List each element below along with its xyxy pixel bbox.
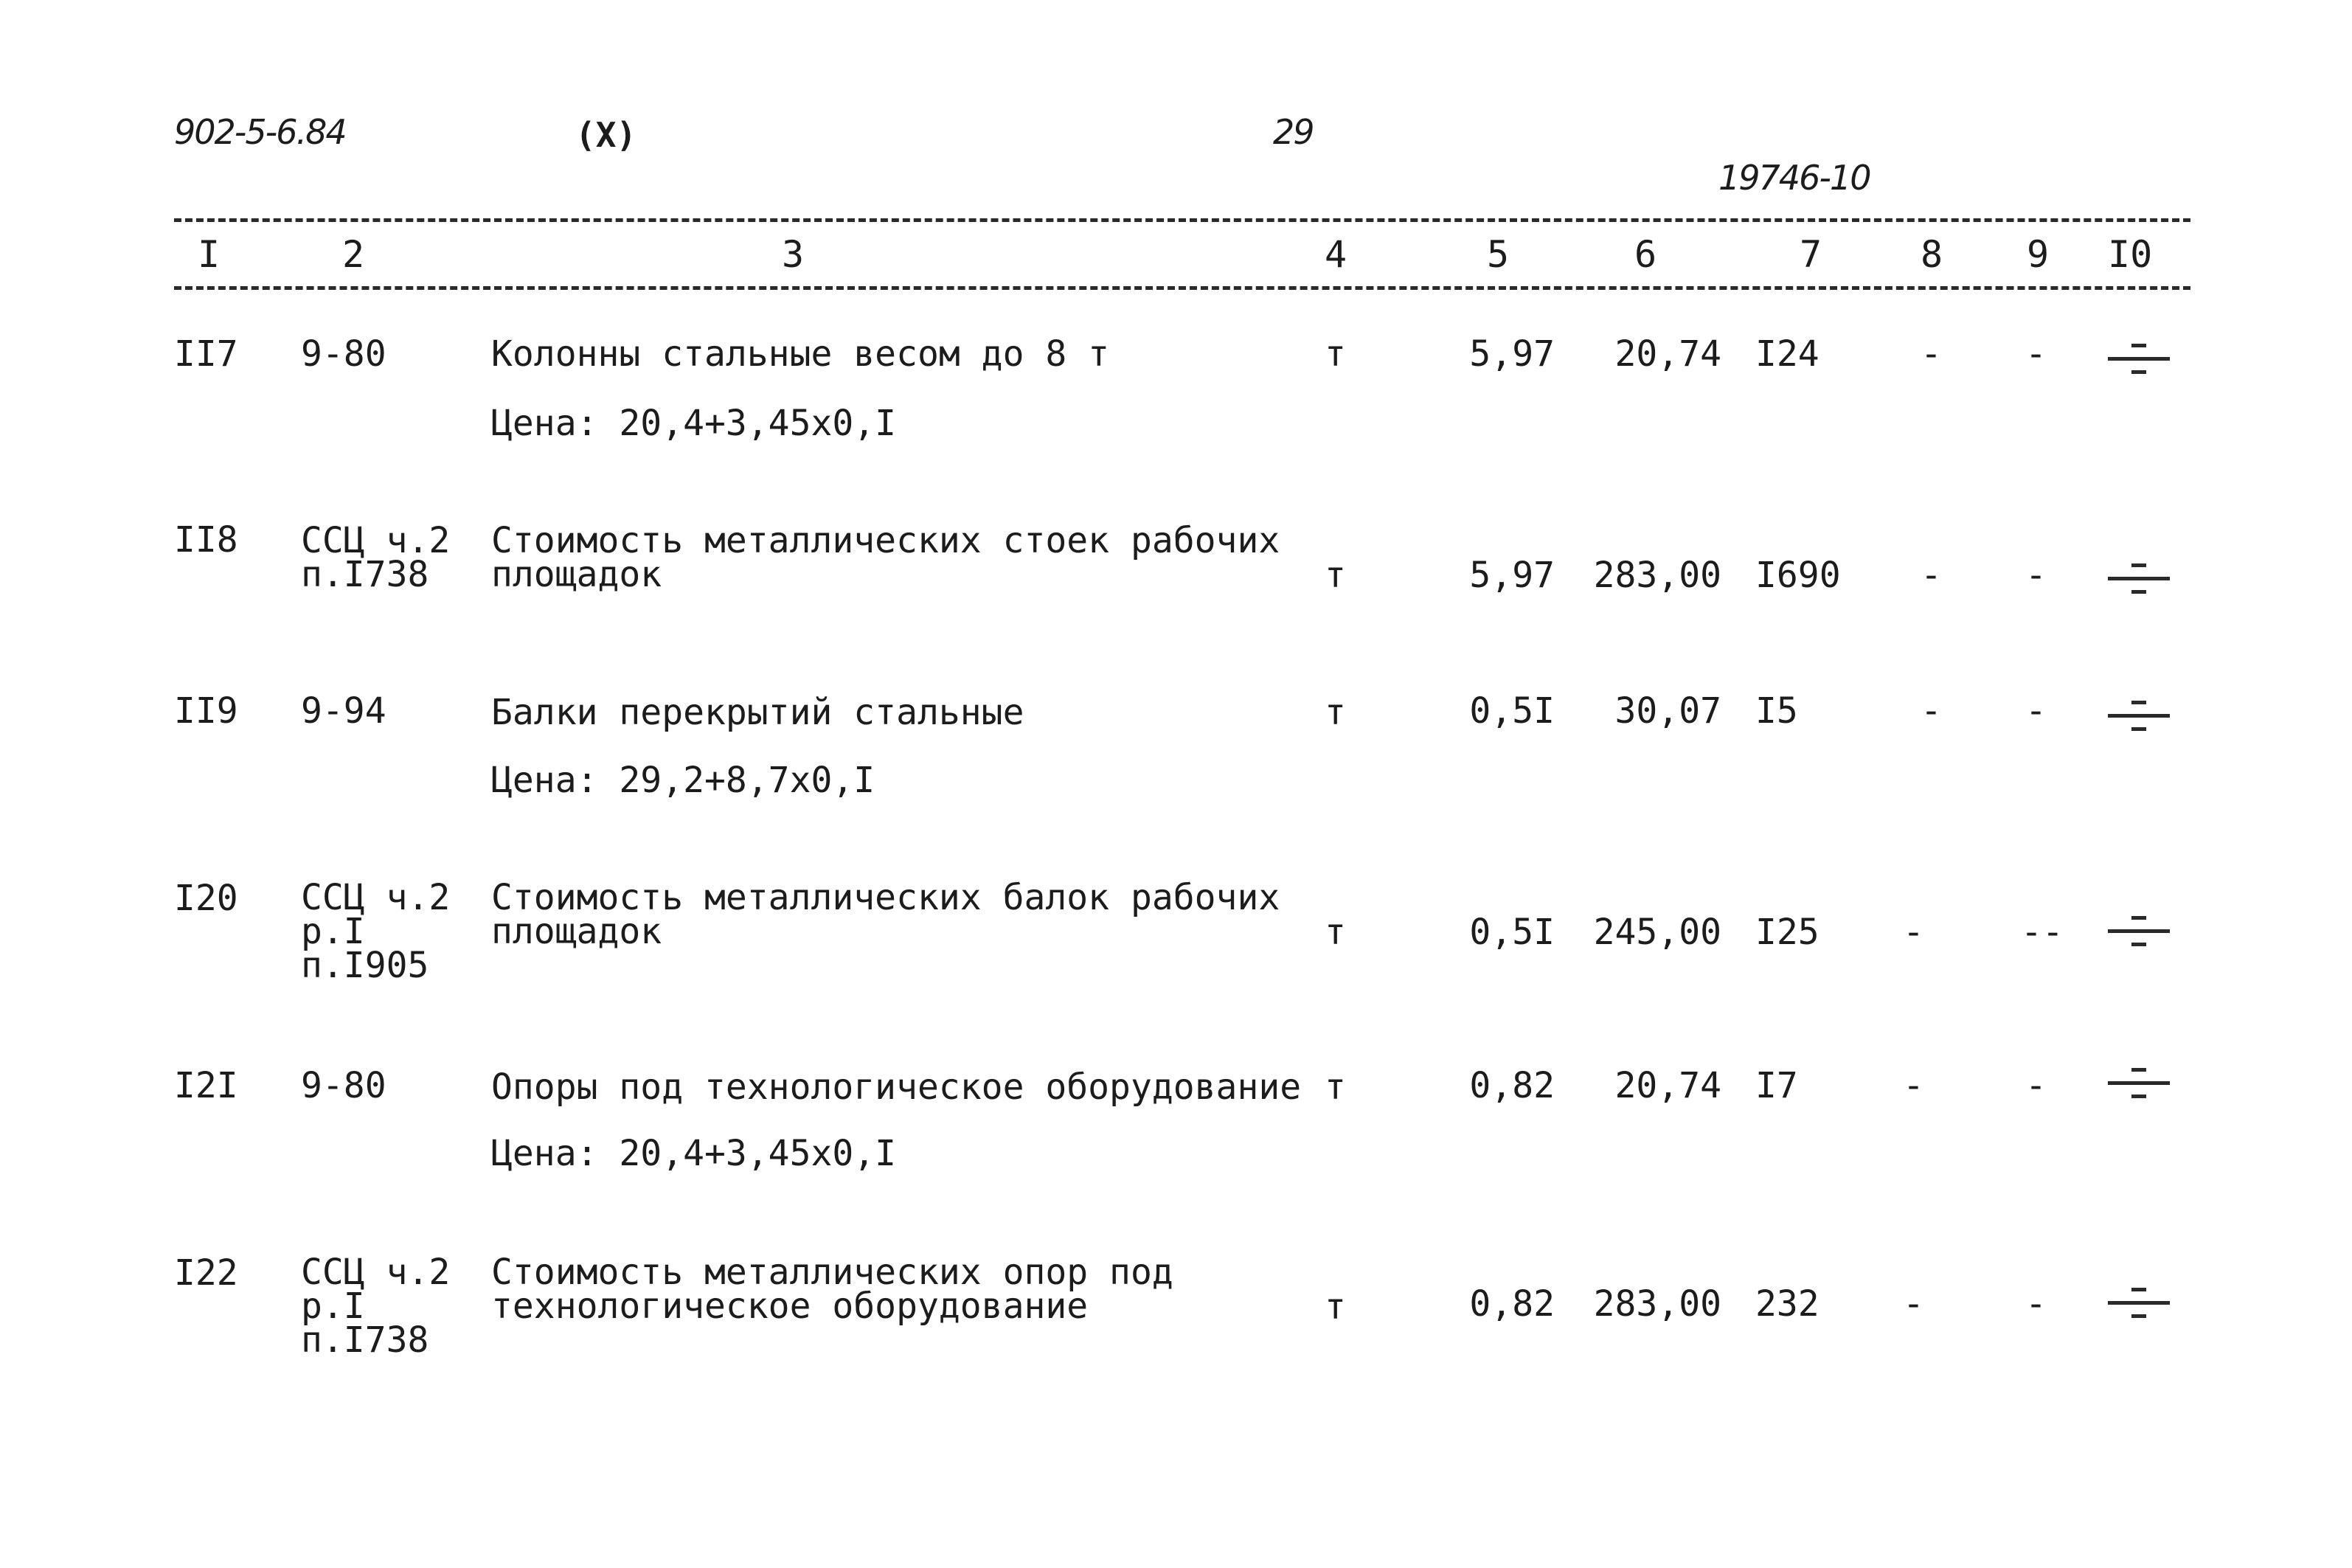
item-name: Стоимость металлических стоек рабочих площадок [491, 520, 1280, 595]
norm-code: 9-80 [301, 1065, 386, 1106]
column-8-value: - [1903, 1065, 1924, 1106]
unit-price: 20,74 [1614, 1065, 1721, 1106]
item-name: Стоимость металлических балок рабочих площадок [491, 877, 1280, 952]
unit: т [1325, 1066, 1346, 1108]
quantity: 0,82 [1469, 1065, 1555, 1106]
unit-price: 283,00 [1593, 555, 1721, 596]
column-header: 6 [1634, 233, 1657, 276]
column-header: 9 [2027, 233, 2050, 276]
item-name: Стоимость металлических опор под технологическое оборудование [491, 1252, 1173, 1327]
norm-code: 9-94 [301, 690, 386, 732]
column-header: 3 [782, 233, 805, 276]
ditto-mark-icon [2108, 913, 2170, 950]
document-code: 902-5-6.84 [174, 112, 346, 152]
unit-price: 30,07 [1614, 690, 1721, 732]
norm-code: 9-80 [301, 333, 386, 375]
column-9-value: - [2025, 1283, 2047, 1325]
ditto-mark-icon [2108, 698, 2170, 735]
quantity: 0,5I [1469, 912, 1555, 953]
total-cost: I24 [1755, 333, 1819, 375]
column-8-value: - [1903, 1283, 1924, 1325]
row-number: II8 [174, 519, 238, 561]
unit: т [1325, 912, 1346, 953]
column-9-value: - [2025, 333, 2047, 375]
column-9-value: - [2025, 555, 2047, 596]
unit: т [1325, 555, 1346, 596]
column-header: 5 [1487, 233, 1510, 276]
row-number: II9 [174, 690, 238, 732]
section-marker: (X) [575, 115, 637, 155]
ditto-mark-icon [2108, 561, 2170, 597]
total-cost: I25 [1755, 912, 1819, 953]
quantity: 0,82 [1469, 1283, 1555, 1325]
unit: т [1325, 1286, 1346, 1328]
unit-price: 283,00 [1593, 1283, 1721, 1325]
total-cost: I5 [1755, 690, 1798, 732]
archive-number: 19746-10 [1718, 158, 1870, 198]
column-header: 8 [1921, 233, 1943, 276]
price-note: Цена: 29,2+8,7x0,I [491, 760, 875, 801]
norm-code: ССЦ ч.2 р.I п.I738 [301, 1252, 451, 1361]
column-header: I [198, 233, 221, 276]
column-9-value: - [2025, 1065, 2047, 1106]
row-number: I20 [174, 878, 238, 919]
item-name: Опоры под технологическое оборудование [491, 1066, 1302, 1108]
norm-code: ССЦ ч.2 п.I738 [301, 520, 451, 595]
column-header: I0 [2108, 233, 2153, 276]
row-number: II7 [174, 333, 238, 375]
item-name: Балки перекрытий стальные [491, 692, 1024, 733]
total-cost: 232 [1755, 1283, 1819, 1325]
unit-price: 245,00 [1593, 912, 1721, 953]
column-header: 2 [342, 233, 365, 276]
header-bottom-rule [174, 286, 2190, 290]
column-header: 7 [1800, 233, 1822, 276]
price-note: Цена: 20,4+3,45x0,I [491, 403, 897, 444]
unit-price: 20,74 [1614, 333, 1721, 375]
column-8-value: - [1921, 690, 1942, 732]
total-cost: I7 [1755, 1065, 1798, 1106]
row-number: I22 [174, 1252, 238, 1294]
price-note: Цена: 20,4+3,45x0,I [491, 1133, 897, 1174]
column-9-value: -- [2021, 912, 2064, 953]
column-header: 4 [1325, 233, 1347, 276]
header-top-rule [174, 218, 2190, 222]
column-8-value: - [1921, 333, 1942, 375]
column-9-value: - [2025, 690, 2047, 732]
item-name: Колонны стальные весом до 8 т [491, 333, 1110, 375]
page-number: 29 [1273, 112, 1314, 152]
ditto-mark-icon [2108, 341, 2170, 378]
unit: т [1325, 692, 1346, 733]
quantity: 5,97 [1469, 333, 1555, 375]
column-8-value: - [1921, 555, 1942, 596]
ditto-mark-icon [2108, 1285, 2170, 1322]
norm-code: ССЦ ч.2 р.I п.I905 [301, 877, 451, 986]
unit: т [1325, 333, 1346, 375]
row-number: I2I [174, 1065, 238, 1106]
total-cost: I690 [1755, 555, 1841, 596]
column-8-value: - [1903, 912, 1924, 953]
quantity: 0,5I [1469, 690, 1555, 732]
ditto-mark-icon [2108, 1065, 2170, 1102]
quantity: 5,97 [1469, 555, 1555, 596]
